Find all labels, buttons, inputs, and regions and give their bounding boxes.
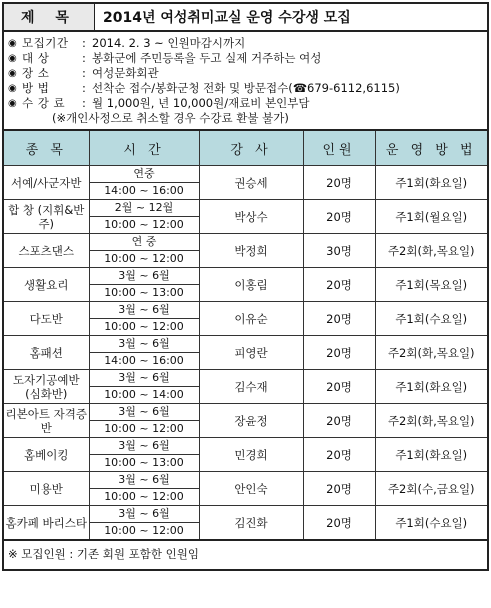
count-cell: 20명 <box>303 166 375 200</box>
bullet-icon: ◉ <box>8 98 17 109</box>
info-value: 선착순 접수/봉화군청 전화 및 방문접수(☎679-6112,6115) <box>92 81 400 95</box>
column-header-count: 인원 <box>303 130 375 166</box>
info-row-fee <box>8 96 483 111</box>
period-cell: 3월 ~ 6월 <box>89 472 199 489</box>
time-cell: 10:00 ~ 13:00 <box>89 455 199 472</box>
column-header-method: 운 영 방 법 <box>375 130 488 166</box>
table-row <box>3 166 488 183</box>
subject-cell: 서예/사군자반 <box>3 166 89 200</box>
period-cell: 3월 ~ 6월 <box>89 268 199 285</box>
method-cell: 주1회(화요일) <box>375 438 488 472</box>
period-cell: 3월 ~ 6월 <box>89 370 199 387</box>
table-row <box>3 302 488 319</box>
count-cell: 20명 <box>303 370 375 404</box>
period-cell: 연 중 <box>89 234 199 251</box>
teacher-cell: 박상수 <box>199 200 303 234</box>
info-label: 장 소 <box>22 66 50 80</box>
method-cell: 주1회(목요일) <box>375 268 488 302</box>
time-cell: 10:00 ~ 12:00 <box>89 217 199 234</box>
table-row <box>3 234 488 251</box>
info-label: 방 법 <box>22 81 50 95</box>
subject-cell: 다도반 <box>3 302 89 336</box>
subject-cell: 미용반 <box>3 472 89 506</box>
teacher-cell: 피영란 <box>199 336 303 370</box>
count-cell: 20명 <box>303 438 375 472</box>
info-separator: : <box>82 96 86 110</box>
info-row-target <box>8 51 483 66</box>
table-row <box>3 506 488 523</box>
count-cell: 30명 <box>303 234 375 268</box>
period-cell: 3월 ~ 6월 <box>89 336 199 353</box>
table-row <box>3 336 488 353</box>
info-value: 월 1,000원, 년 10,000원/재료비 본인부담 <box>92 96 310 110</box>
teacher-cell: 이유순 <box>199 302 303 336</box>
time-cell: 10:00 ~ 12:00 <box>89 523 199 541</box>
time-cell: 10:00 ~ 12:00 <box>89 489 199 506</box>
info-value: 여성문화회관 <box>92 66 159 80</box>
teacher-cell: 이홍림 <box>199 268 303 302</box>
info-row-period <box>8 36 483 51</box>
time-cell: 14:00 ~ 16:00 <box>89 183 199 200</box>
teacher-cell: 민경희 <box>199 438 303 472</box>
teacher-cell: 장윤정 <box>199 404 303 438</box>
table-header-row <box>3 130 488 166</box>
notice-title: 2014년 여성취미교실 운영 수강생 모집 <box>103 10 351 26</box>
teacher-cell: 박정희 <box>199 234 303 268</box>
period-cell: 3월 ~ 6월 <box>89 438 199 455</box>
method-cell: 주2회(화,목요일) <box>375 234 488 268</box>
time-cell: 14:00 ~ 16:00 <box>89 353 199 370</box>
time-cell: 10:00 ~ 12:00 <box>89 319 199 336</box>
refund-note: (※개인사정으로 취소할 경우 수강료 환불 불가) <box>52 111 289 125</box>
notice-document <box>2 2 489 604</box>
table-row <box>3 200 488 217</box>
subject-cell: 홈베이킹 <box>3 438 89 472</box>
method-cell: 주2회(수,금요일) <box>375 472 488 506</box>
count-cell: 20명 <box>303 472 375 506</box>
subject-cell: 합 창 (지휘&반주) <box>3 200 89 234</box>
period-cell: 3월 ~ 6월 <box>89 506 199 523</box>
info-row-place <box>8 66 483 81</box>
method-cell: 주1회(화요일) <box>375 166 488 200</box>
method-cell: 주2회(화,목요일) <box>375 404 488 438</box>
info-value: 봉화군에 주민등록을 두고 실제 거주하는 여성 <box>92 51 322 65</box>
subject-cell: 리본아트 자격증반 <box>3 404 89 438</box>
info-row-method <box>8 81 483 96</box>
subject-cell: 생활요리 <box>3 268 89 302</box>
info-separator: : <box>82 66 86 80</box>
info-label: 대 상 <box>22 51 50 65</box>
bullet-icon: ◉ <box>8 38 17 49</box>
count-cell: 20명 <box>303 506 375 541</box>
table-row <box>3 268 488 285</box>
info-label: 수 강 료 <box>22 96 66 110</box>
subject-cell: 스포츠댄스 <box>3 234 89 268</box>
count-cell: 20명 <box>303 404 375 438</box>
teacher-cell: 안인숙 <box>199 472 303 506</box>
bullet-icon: ◉ <box>8 53 17 64</box>
table-row <box>3 472 488 489</box>
info-separator: : <box>82 51 86 65</box>
teacher-cell: 권승세 <box>199 166 303 200</box>
column-header-subject: 종 목 <box>3 130 89 166</box>
time-cell: 10:00 ~ 12:00 <box>89 421 199 438</box>
period-cell: 연중 <box>89 166 199 183</box>
time-cell: 10:00 ~ 13:00 <box>89 285 199 302</box>
time-cell: 10:00 ~ 14:00 <box>89 387 199 404</box>
title-label: 제 목 <box>4 4 95 30</box>
info-separator: : <box>82 81 86 95</box>
period-cell: 3월 ~ 6월 <box>89 302 199 319</box>
subject-cell: 홈카페 바리스타 <box>3 506 89 541</box>
bullet-icon: ◉ <box>8 83 17 94</box>
method-cell: 주1회(수요일) <box>375 302 488 336</box>
info-value: 2014. 2. 3 ~ 인원마감시까지 <box>92 36 246 50</box>
schedule-table <box>2 129 489 541</box>
count-cell: 20명 <box>303 200 375 234</box>
subject-cell: 홈패션 <box>3 336 89 370</box>
method-cell: 주1회(수요일) <box>375 506 488 541</box>
period-cell: 2월 ~ 12월 <box>89 200 199 217</box>
teacher-cell: 김수재 <box>199 370 303 404</box>
bullet-icon: ◉ <box>8 68 17 79</box>
footer-note: ※ 모집인원 : 기존 회원 포함한 인원임 <box>2 541 489 571</box>
count-cell: 20명 <box>303 268 375 302</box>
column-header-teacher: 강 사 <box>199 130 303 166</box>
method-cell: 주2회(화,목요일) <box>375 336 488 370</box>
method-cell: 주1회(월요일) <box>375 200 488 234</box>
info-separator: : <box>82 36 86 50</box>
period-cell: 3월 ~ 6월 <box>89 404 199 421</box>
subject-cell: 도자기공예반 (심화반) <box>3 370 89 404</box>
teacher-cell: 김진화 <box>199 506 303 541</box>
table-row <box>3 404 488 421</box>
count-cell: 20명 <box>303 336 375 370</box>
info-label: 모집기간 <box>22 36 69 50</box>
table-row <box>3 438 488 455</box>
table-row <box>3 370 488 387</box>
info-section <box>2 32 489 129</box>
time-cell: 10:00 ~ 12:00 <box>89 251 199 268</box>
column-header-time: 시 간 <box>89 130 199 166</box>
count-cell: 20명 <box>303 302 375 336</box>
title-row <box>2 2 489 32</box>
method-cell: 주1회(화요일) <box>375 370 488 404</box>
